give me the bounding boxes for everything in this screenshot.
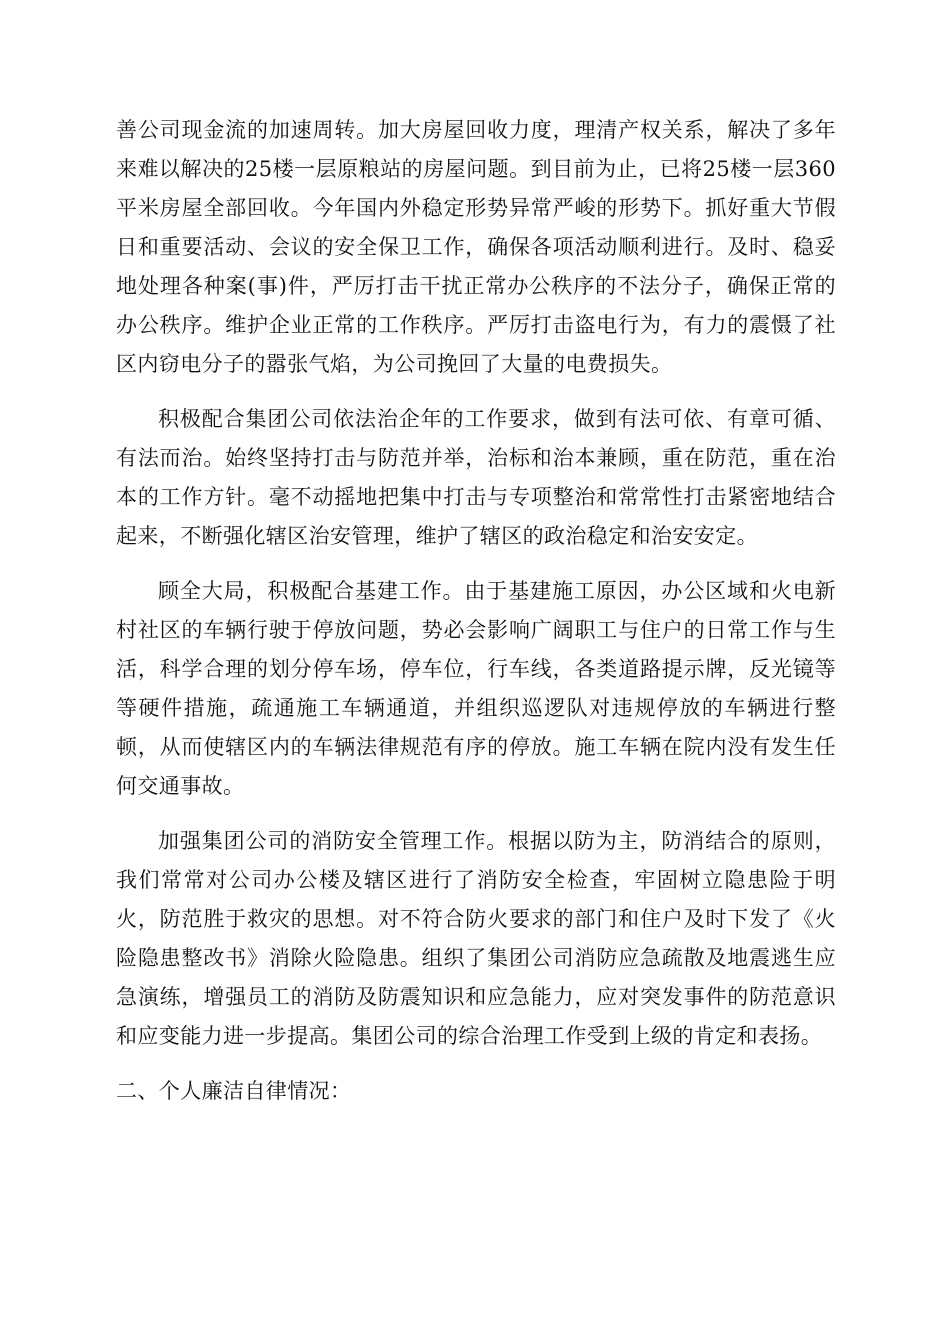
paragraph-construction-traffic: 顾全大局，积极配合基建工作。由于基建施工原因，办公区域和火电新村社区的车辆行驶于停放问题，势必会影响广阔职工与住户的日常工作与生活，科学合理的划分停车场，停车位，行车线，各类道路提示牌，反光镜等等硬件措施，疏通施工车辆通道，并组织巡逻队对违规停放的车辆进行整顿，从而使辖区内的车辆法律规范有序的停放。施工车辆在院内没有发生任何交通事故。: [116, 579, 836, 798]
paragraph-cash-flow-security: 善公司现金流的加速周转。加大房屋回收力度，理清产权关系，解决了多年来难以解决的25楼一层原粮站的房屋问题。到目前为止，已将25楼一层360平米房屋全部回收。今年国内外稳定形势异常严峻的形势下。抓好重大节假日和重要活动、会议的安全保卫工作，确保各项活动顺利进行。及时、稳妥地处理各种案(事)件，严厉打击干扰正常办公秩序的不法分子，确保正常的办公秩序。维护企业正常的工作秩序。严厉打击盗电行为，有力的震慑了社区内窃电分子的嚣张气焰，为公司挽回了大量的电费损失。: [116, 118, 836, 376]
section-heading-integrity: 二、个人廉洁自律情况：: [116, 1079, 352, 1103]
paragraph-rule-of-law: 积极配合集团公司依法治企年的工作要求，做到有法可依、有章可循、有法而治。始终坚持打击与防范并举，治标和治本兼顾，重在防范，重在治本的工作方针。毫不动摇地把集中打击与专项整治和常常性打击紧密地结合起来，不断强化辖区治安管理，维护了辖区的政治稳定和治安安定。: [116, 407, 836, 548]
document-body: [116, 111, 836, 1111]
paragraph-fire-safety: 加强集团公司的消防安全管理工作。根据以防为主，防消结合的原则，我们常常对公司办公楼及辖区进行了消防安全检查，牢固树立隐患险于明火，防范胜于救灾的思想。对不符合防火要求的部门和住户及时下发了《火险隐患整改书》消除火险隐患。组织了集团公司消防应急疏散及地震逃生应急演练，增强员工的消防及防震知识和应急能力，应对突发事件的防范意识和应变能力进一步提高。集团公司的综合治理工作受到上级的肯定和表扬。: [116, 829, 836, 1048]
